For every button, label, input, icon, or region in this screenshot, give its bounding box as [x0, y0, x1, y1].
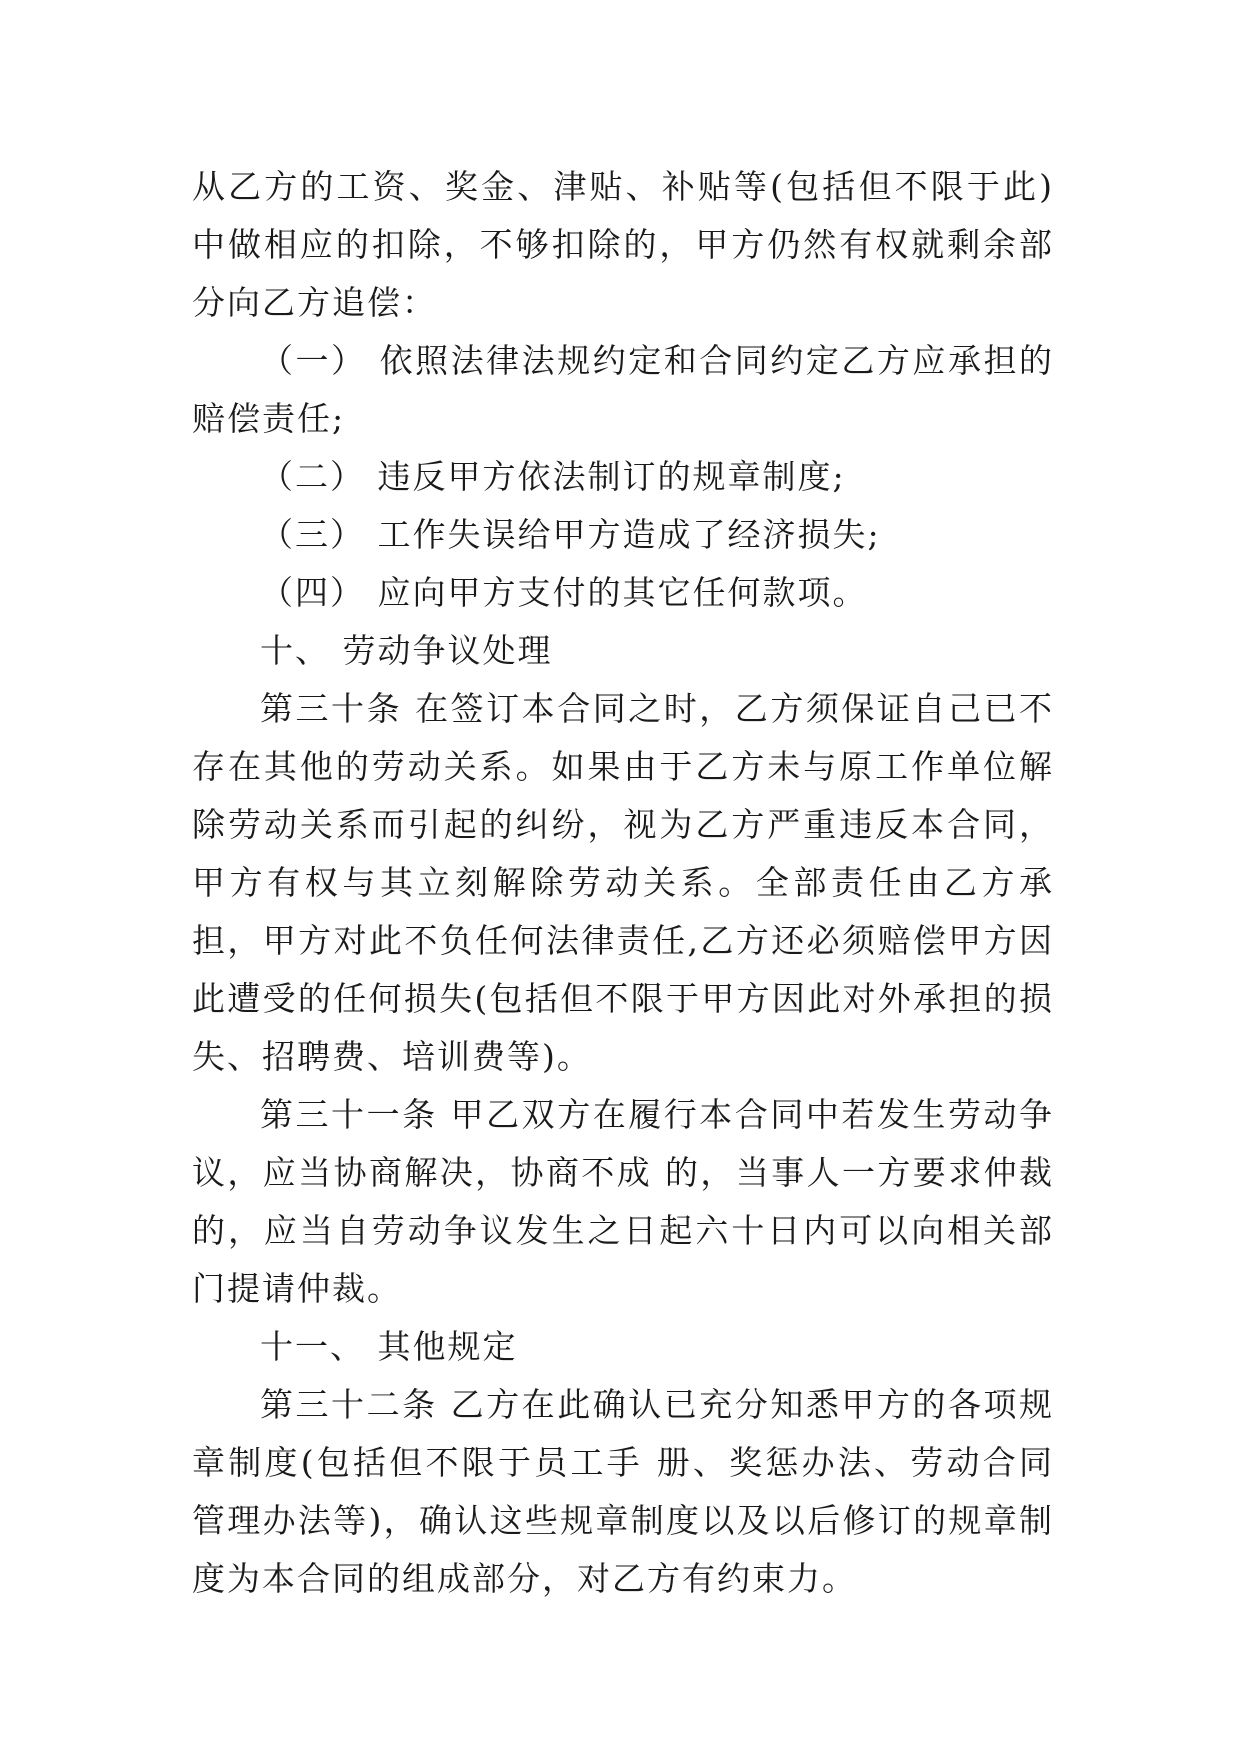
section-heading-10: 十、 劳动争议处理 [260, 631, 553, 670]
article-31: 第三十一条 甲乙双方在履行本合同中若发生劳动争议，应当协商解决，协商不成 的，当事人一方要求仲裁的，应当自劳动争议发生之日起六十日内可以向相关部门提请仲裁。 [192, 1095, 1054, 1308]
paragraph-item-3: （三） 工作失误给甲方造成了经济损失; [260, 515, 881, 554]
paragraph-item-4: （四） 应向甲方支付的其它任何款项。 [260, 573, 868, 612]
section-heading-11: 十一、 其他规定 [260, 1327, 518, 1366]
article-30: 第三十条 在签订本合同之时，乙方须保证自己已不存在其他的劳动关系。如果由于乙方未与原工作单位解除劳动关系而引起的纠纷，视为乙方严重违反本合同，甲方有权与其立刻解除劳动关系。全部责任由乙方承担，甲方对此不负任何法律责任,乙方还必须赔偿甲方因此遭受的任何损失(包括但不限于甲方因此对外承担的损失、招聘费、培训费等)。 [192, 689, 1054, 1076]
paragraph-item-2: （二） 违反甲方依法制订的规章制度; [260, 457, 846, 496]
paragraph-deduction-clause: 从乙方的工资、奖金、津贴、补贴等(包括但不限于此)中做相应的扣除，不够扣除的，甲方仍然有权就剩余部分向乙方追偿： [192, 167, 1054, 322]
article-32: 第三十二条 乙方在此确认已充分知悉甲方的各项规章制度(包括但不限于员工手 册、奖惩办法、劳动合同管理办法等)，确认这些规章制度以及以后修订的规章制度为本合同的组成部分，对乙方有约束力。 [192, 1385, 1054, 1598]
paragraph-item-1: （一） 依照法律法规约定和合同约定乙方应承担的赔偿责任; [192, 341, 1054, 438]
contract-body [192, 158, 1054, 1608]
